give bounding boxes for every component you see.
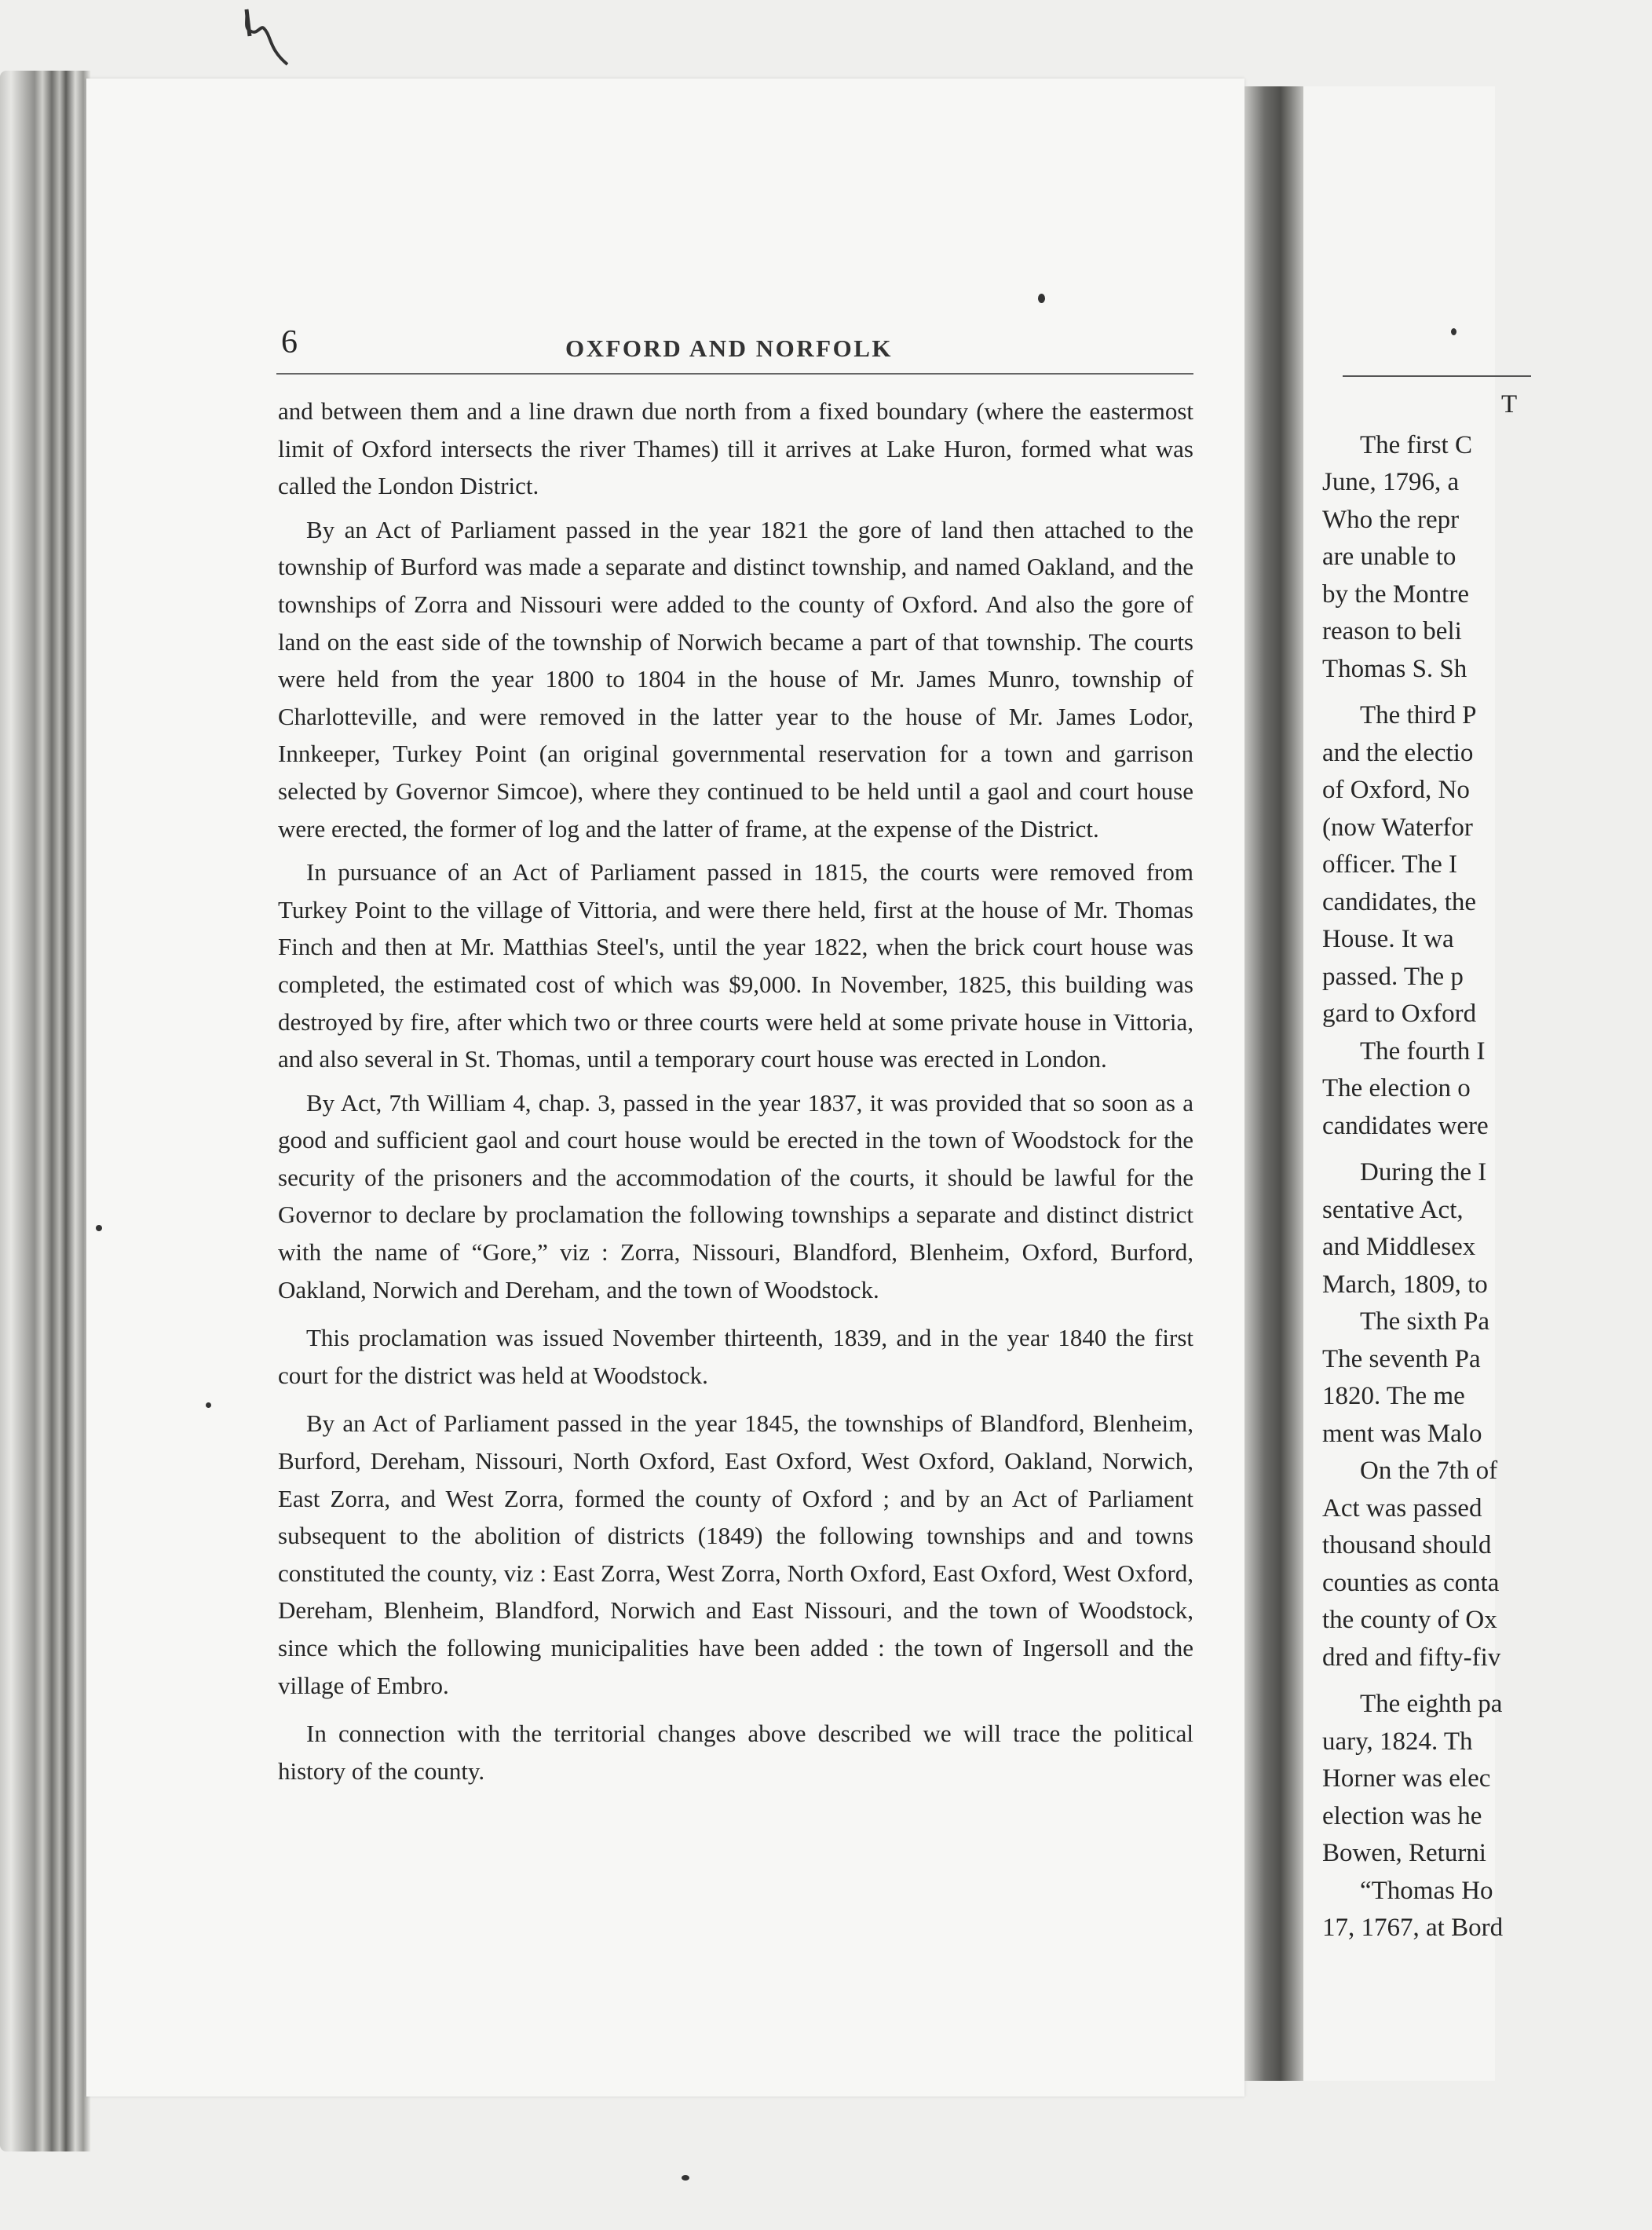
print-speck (682, 2175, 689, 2181)
ink-scribble-mark (240, 5, 303, 68)
running-head: OXFORD AND NORFOLK (565, 334, 893, 362)
right-page-line: of Oxford, No (1322, 776, 1470, 804)
right-page (1303, 86, 1518, 2081)
paragraph: By an Act of Parliament passed in the year 1845, the townships of Blandford, Blenheim, Burford, Dereham, Nissouri, North Oxford, East Oxford, West Oxford, Oakland, Norwich, East Zorra, and West Zorra, formed the county of Oxford ; and by an Act of Parliament subsequent to the abolition of districts (1849) the following townships and and towns constituted the county, viz : East Zorra, West Zorra, North Oxford, East Oxford, West Oxford, Dereham, Blenheim, Blandford, Norwich and East Nissouri, and the town of Woodstock, since which the following municipalities have been added : the town of Ingersoll and the village of Embro. (278, 1409, 1193, 1699)
right-page-head-rule (1343, 375, 1531, 377)
right-page-line: During the I (1360, 1158, 1487, 1186)
page-fold-shadow (1244, 86, 1307, 2081)
paragraph: and between them and a line drawn due north from a fixed boundary (where the eastermost limit of Oxford intersects the river Thames) till it arrives at Lake Huron, formed what was called the London District. (278, 397, 1193, 500)
right-page-line: Horner was elec (1322, 1764, 1491, 1793)
right-page-line: passed. The p (1322, 962, 1464, 991)
right-page-line: reason to beli (1322, 617, 1462, 645)
paragraph: In pursuance of an Act of Parliament passed in 1815, the courts were removed from Turkey Point to the village of Vittoria, and were there held, first at the house of Mr. Thomas Finch and then at Mr. Matthias Steel's, until the year 1822, when the brick court house was completed, the estimated cost of which was $9,000. In November, 1825, this building was destroyed by fire, after which two or three courts were held at some private house in Vittoria, and also several in St. Thomas, until a temporary court house was erected in London. (278, 858, 1193, 1073)
right-page-line: 17, 1767, at Bord (1322, 1914, 1504, 1942)
body-text (278, 393, 1193, 1796)
right-page-line: and the electio (1322, 738, 1474, 767)
print-speck (1451, 328, 1456, 335)
right-page-line: The election o (1322, 1074, 1471, 1102)
right-page-line: The fourth I (1360, 1036, 1486, 1066)
book-binding (0, 71, 91, 2151)
paragraph: By an Act of Parliament passed in the year 1821 the gore of land then attached to the township of Burford was made a separate and distinct township, and named Oakland, and the townships of Zorra and Nissouri were added to the county of Oxford. And also the gore of land on the east side of the township of Norwich became a part of that township. The courts were held from the year 1800 to 1804 in the house of Mr. James Munro, township of Charlotteville, and were removed in the latter year to the house of Mr. James Lodor, Innkeeper, Turkey Point (an original governmental reservation for a town and garrison selected by Governor Simcoe), where they continued to be held until a gaol and court house were erected, the former of log and the latter of frame, at the expense of the District. (278, 515, 1193, 843)
right-page-line: are unable to (1322, 543, 1456, 571)
paragraph: This proclamation was issued November thirteenth, 1839, and in the year 1840 the first court for the district was held at Woodstock. (278, 1324, 1193, 1389)
right-page-line: and Middlesex (1322, 1233, 1476, 1261)
page-number: 6 (281, 324, 298, 360)
right-page-line: 1820. The me (1322, 1382, 1465, 1410)
right-page-line: sentative Act, (1322, 1195, 1464, 1224)
right-page-line: On the 7th of (1360, 1457, 1498, 1485)
right-page-line: the county of Ox (1322, 1606, 1497, 1634)
right-page-line: gard to Oxford (1322, 1000, 1477, 1028)
right-page-line: (now Waterfor (1322, 813, 1473, 842)
right-page-line: T (1501, 390, 1518, 419)
right-page-line: March, 1809, to (1322, 1270, 1488, 1299)
print-speck (1038, 294, 1045, 303)
right-page-line: The first C (1360, 430, 1472, 459)
right-page-line: The sixth Pa (1360, 1307, 1489, 1336)
right-page-line: by the Montre (1322, 579, 1469, 609)
right-page-line: dred and fifty-fiv (1322, 1643, 1501, 1672)
right-page-line: The seventh Pa (1322, 1344, 1481, 1373)
right-page-line: counties as conta (1322, 1568, 1500, 1597)
right-page-line: Bowen, Returni (1322, 1839, 1486, 1867)
right-page-line: election was he (1322, 1801, 1482, 1830)
right-page-line: June, 1796, a (1322, 468, 1460, 496)
right-page-line: thousand should (1322, 1531, 1492, 1559)
right-page-line: The eighth pa (1360, 1690, 1503, 1718)
paragraph: By Act, 7th William 4, chap. 3, passed in the year 1837, it was provided that so soon as a good and sufficient gaol and court house would be erected in the town of Woodstock for the security of the prisoners and the accommodation of the courts, it should be lawful for the Governor to declare by proclamation the following townships a separate and distinct district with the name of “Gore,” viz : Zorra, Nissouri, Blandford, Blenheim, Oxford, Burford, Oakland, Norwich and Dereham, and the town of Woodstock. (278, 1088, 1193, 1303)
right-page-line: “Thomas Ho (1360, 1876, 1493, 1905)
right-page-line: candidates were (1322, 1111, 1489, 1140)
right-page-text (1322, 386, 1652, 1947)
paragraph: In connection with the territorial changes above described we will trace the political history of the county. (278, 1720, 1193, 1785)
right-page-line: The third P (1360, 701, 1477, 729)
right-page-line: House. It wa (1322, 925, 1454, 953)
right-page-line: Who the repr (1322, 505, 1460, 534)
right-page-line: Thomas S. Sh (1322, 654, 1467, 683)
right-page-line: candidates, the (1322, 887, 1477, 916)
right-page-line: officer. The I (1322, 850, 1457, 879)
head-rule (276, 373, 1193, 375)
right-page-line: Act was passed (1322, 1493, 1482, 1523)
print-speck (206, 1402, 211, 1408)
print-speck (96, 1225, 102, 1231)
right-page-line: ment was Malo (1322, 1419, 1482, 1448)
right-page-line: uary, 1824. Th (1322, 1727, 1473, 1756)
